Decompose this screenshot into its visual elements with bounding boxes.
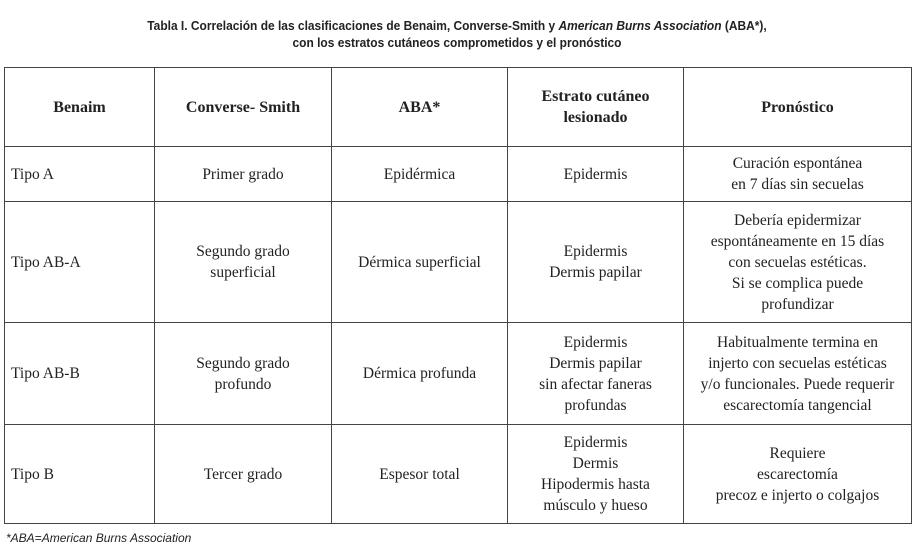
cell-line: Dermis papilar: [549, 354, 642, 372]
cell-line: sin afectar faneras: [539, 375, 652, 393]
cell-line: superficial: [210, 264, 276, 281]
caption-text: (ABA*),: [721, 18, 767, 33]
cell-line: Segundo grado: [196, 243, 290, 260]
table-row: [5, 425, 912, 524]
cell-aba: Dérmica profunda: [332, 323, 508, 425]
cell-line: precoz e injerto o colgajos: [715, 486, 880, 504]
cell-line: Hipodermis hasta: [541, 476, 650, 493]
cell-line: Si se complica puede: [731, 274, 864, 292]
caption-italic: American Burns Association: [558, 18, 722, 33]
cell-line: Dermis: [572, 455, 619, 472]
cell-converse: [155, 202, 332, 323]
cell-line: músculo y hueso: [543, 497, 648, 514]
cell-estrato: [508, 202, 684, 323]
cell-line: escarectomía: [757, 465, 838, 483]
cell-pronostico: [684, 202, 912, 323]
caption-line2: con los estratos cutáneos comprometidos y el pronóstico: [292, 35, 622, 50]
table-footnote: *ABA=American Burns Association: [6, 531, 192, 545]
cell-line: profundizar: [761, 295, 834, 313]
cell-line: escarectomía tangencial: [723, 396, 872, 414]
header-pronostico: Pronóstico: [684, 68, 912, 147]
table-caption: [37, 17, 878, 51]
cell-converse: [155, 323, 332, 425]
cell-benaim: Tipo AB-A: [5, 202, 155, 323]
cell-line: injerto con secuelas estéticas: [708, 354, 887, 372]
caption-line1: [147, 18, 766, 33]
cell-estrato: [508, 323, 684, 425]
table-row: [5, 147, 912, 202]
header-aba: ABA*: [332, 68, 508, 147]
cell-estrato: [508, 147, 684, 202]
cell-line: en 7 días sin secuelas: [731, 176, 864, 193]
cell-aba: Dérmica superficial: [332, 202, 508, 323]
cell-line: Requiere: [769, 444, 826, 462]
cell-benaim: Tipo B: [5, 425, 155, 524]
cell-pronostico: [684, 147, 912, 202]
cell-line: Epidermis: [563, 243, 628, 260]
header-row: [5, 68, 912, 147]
cell-converse: [155, 147, 332, 202]
cell-line: y/o funcionales. Puede requerir: [700, 375, 895, 393]
cell-benaim: Tipo AB-B: [5, 323, 155, 425]
cell-line: Epidermis: [563, 434, 628, 451]
cell-line: profundas: [564, 396, 627, 414]
header-line: Estrato cutáneo: [541, 88, 650, 105]
cell-benaim: Tipo A: [5, 147, 155, 202]
cell-line: Dermis papilar: [549, 264, 642, 281]
cell-line: Segundo grado: [196, 354, 290, 372]
header-line: lesionado: [563, 109, 628, 126]
header-benaim: Benaim: [5, 68, 155, 147]
cell-pronostico: [684, 425, 912, 524]
cell-line: con secuelas estéticas.: [728, 253, 867, 271]
header-estrato: [508, 68, 684, 147]
cell-line: espontáneamente en 15 días: [710, 232, 885, 250]
cell-aba: Epidérmica: [332, 147, 508, 202]
table-row: [5, 323, 912, 425]
table-row: [5, 202, 912, 323]
cell-line: Primer grado: [202, 165, 284, 183]
cell-line: Habitualmente termina en: [717, 333, 878, 351]
burn-classification-table: [4, 67, 912, 524]
cell-line: Curación espontánea: [732, 155, 863, 172]
header-converse-smith: Converse- Smith: [155, 68, 332, 147]
cell-line: Epidermis: [563, 165, 628, 183]
cell-line: Debería epidermizar: [734, 211, 861, 229]
cell-converse: [155, 425, 332, 524]
cell-aba: Espesor total: [332, 425, 508, 524]
cell-pronostico: [684, 323, 912, 425]
cell-line: profundo: [214, 375, 272, 393]
cell-line: Epidermis: [563, 333, 628, 351]
cell-estrato: [508, 425, 684, 524]
cell-line: Tercer grado: [203, 465, 283, 483]
caption-text: Tabla I. Correlación de las clasificaciones de Benaim, Converse-Smith y: [147, 18, 559, 33]
